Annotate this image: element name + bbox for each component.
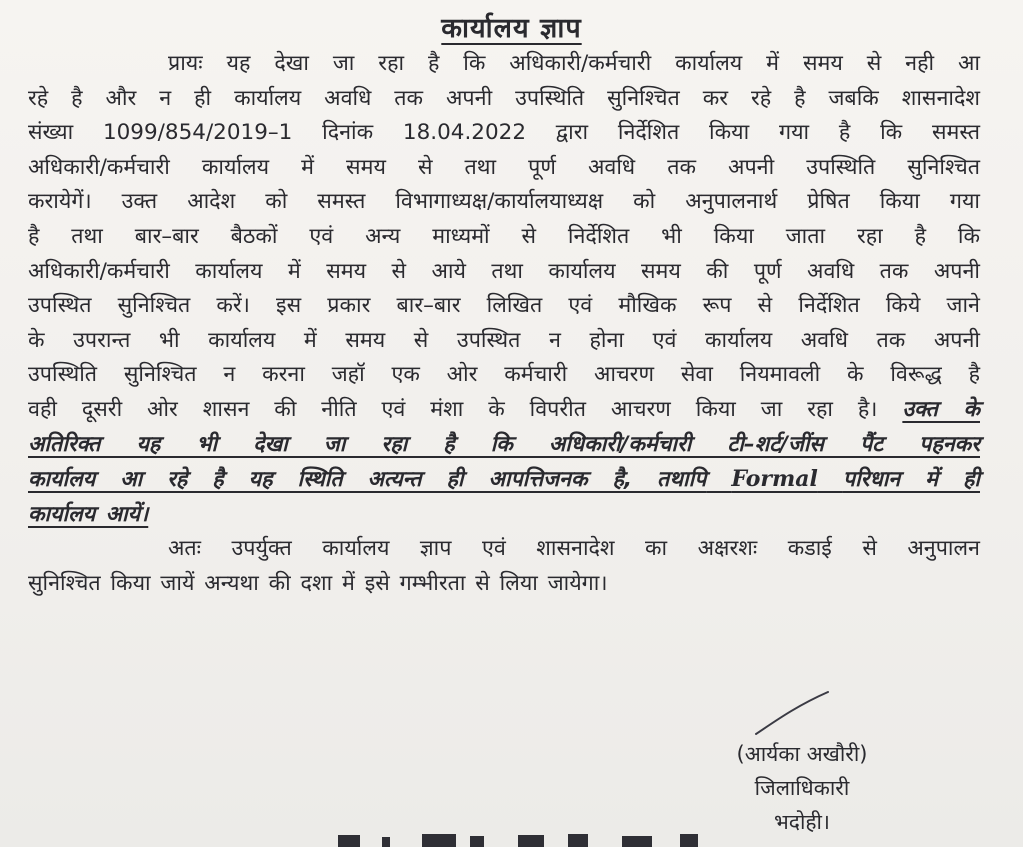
body-line: प्रायः यह देखा जा रहा है कि अधिकारी/कर्मचारी कार्यालय में समय से नही आ: [168, 51, 980, 76]
body-line: संख्या 1099/854/2019–1 दिनांक 18.04.2022 द्वारा निर्देशित किया गया है कि समस्त: [28, 120, 980, 146]
body-line: सुनिश्चित किया जायें अन्यथा की दशा में इसे गम्भीरता से लिया जायेगा।: [28, 570, 608, 596]
body-line: अधिकारी/कर्मचारी कार्यालय में समय से तथा पूर्ण अवधि तक अपनी उपस्थिति सुनिश्चित: [28, 154, 980, 180]
memo-title: [0, 8, 1023, 45]
body-line-plain: वही दूसरी ओर शासन की नीति एवं मंशा के विपरीत आचरण किया जा रहा है।: [28, 396, 878, 422]
body-line: अधिकारी/कर्मचारी कार्यालय में समय से आये तथा कार्यालय समय की पूर्ण अवधि तक अपनी: [28, 258, 980, 284]
formal-word: Formal: [731, 466, 818, 493]
memo-title-text: कार्यालय ज्ञाप: [441, 13, 582, 44]
body-line: उपस्थित सुनिश्चित करें। इस प्रकार बार–बार लिखित एवं मौखिक रूप से निर्देशित किये जाने: [28, 293, 980, 319]
body-line-mixed: [28, 393, 980, 428]
body-line: के उपरान्त भी कार्यालय में समय से उपस्थित न होना एवं कार्यालय अवधि तक अपनी: [28, 327, 980, 353]
body-line: उपस्थिति सुनिश्चित न करना जहॉ एक ओर कर्मचारी आचरण सेवा नियमावली के विरूद्ध है: [28, 362, 980, 388]
body-line: रहे है और न ही कार्यालय अवधि तक अपनी उपस्थिति सुनिश्चित कर रहे है जबकि शासनादेश: [28, 85, 980, 111]
emphasis-line: अतिरिक्त यह भी देखा जा रहा है कि अधिकारी/कर्मचारी टी–शर्ट/जींस पैंट पहनकर: [28, 431, 980, 457]
emphasis-line-mixed: [28, 462, 980, 498]
emphasis-text: उक्त के: [902, 396, 980, 422]
signatory-name: (आर्यका अखौरी): [736, 742, 868, 766]
emphasis-line: कार्यालय आयें।: [28, 501, 149, 527]
signature-block: [712, 737, 892, 839]
body-line: करायेगें। उक्त आदेश को समस्त विभागाध्यक्ष/कार्यालयाध्यक्ष को अनुपालनार्थ प्रेषित किया गया: [28, 189, 980, 215]
emphasis-text: परिधान में ही: [842, 467, 980, 493]
signature-stroke: [752, 688, 832, 738]
emphasis-text: कार्यालय आ रहे है यह स्थिति अत्यन्त ही आपत्तिजनक है, तथापि: [28, 467, 707, 493]
cropped-text-fragment: [330, 832, 730, 847]
memo-body: [28, 47, 980, 602]
signatory-district: भदोही।: [774, 810, 830, 834]
body-line: है तथा बार–बार बैठकों एवं अन्य माध्यमों से निर्देशित भी किया जाता रहा है कि: [28, 223, 980, 249]
body-line: अतः उपर्युक्त कार्यालय ज्ञाप एवं शासनादेश का अक्षरशः कडाई से अनुपालन: [168, 536, 980, 562]
signatory-designation: जिलाधिकारी: [754, 776, 850, 800]
